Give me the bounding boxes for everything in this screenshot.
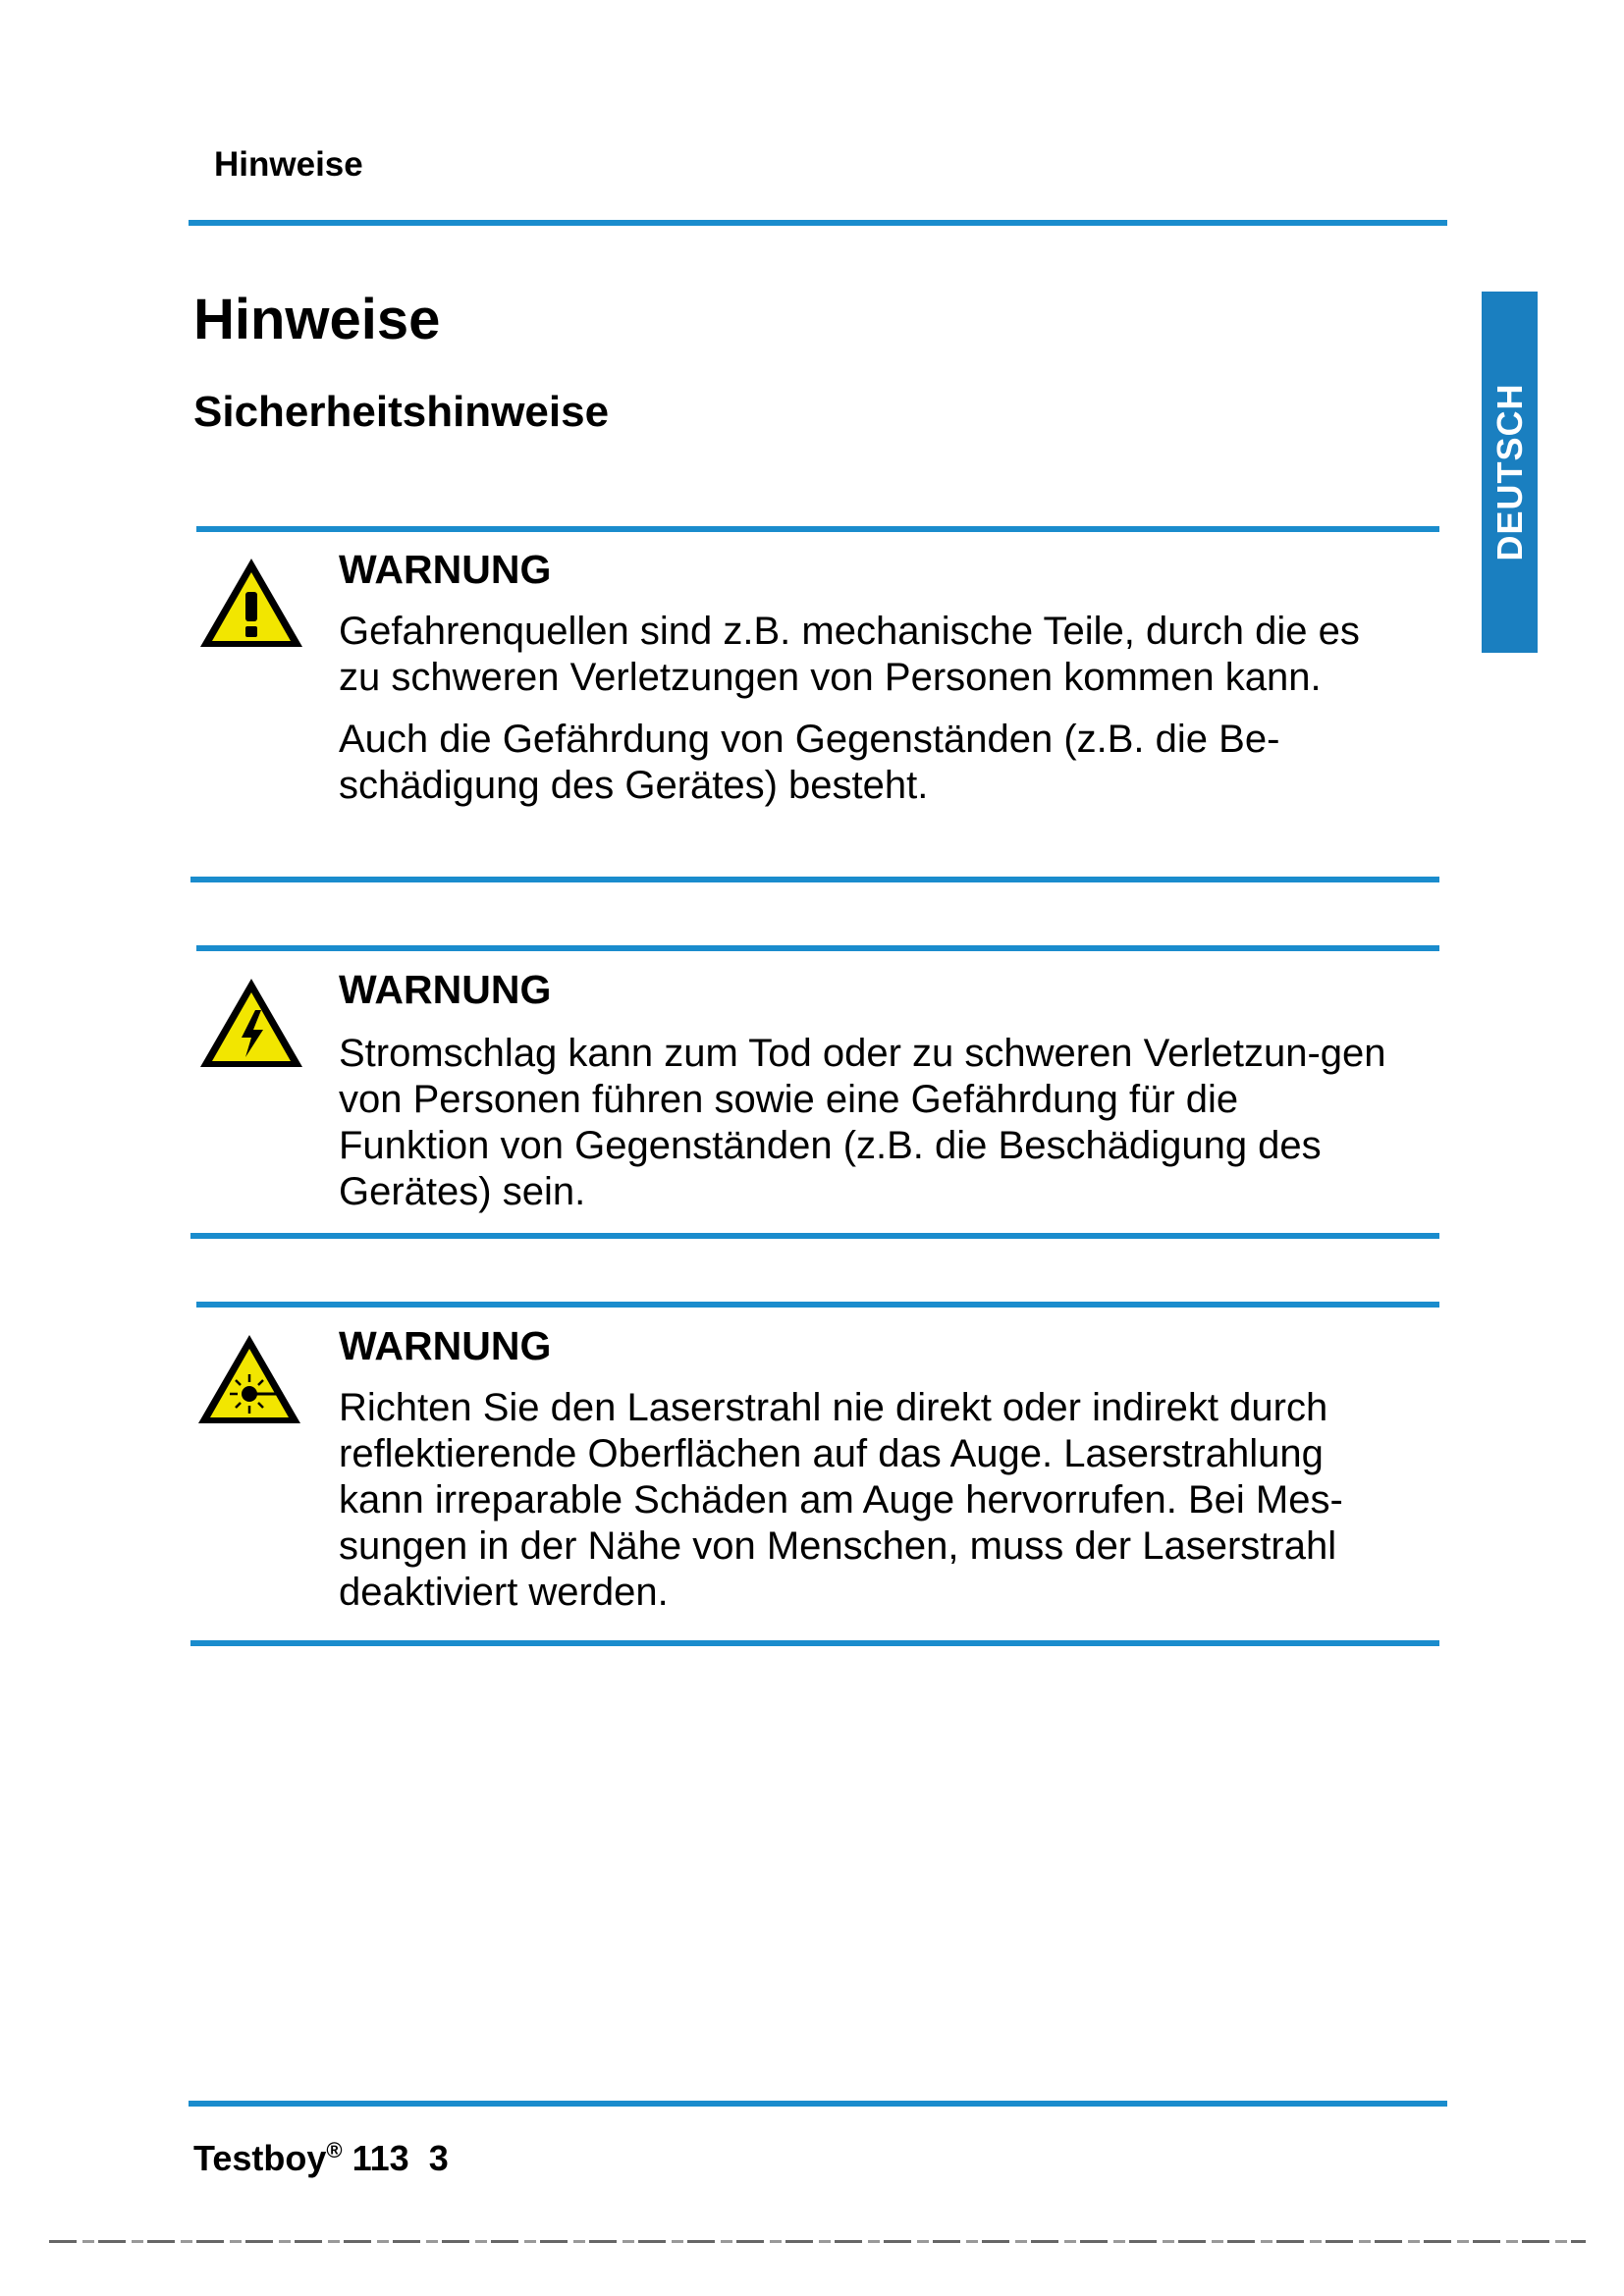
footer xyxy=(193,2138,449,2179)
warning-paragraph: Auch die Gefährdung von Gegenständen (z.B. die Be-schädigung des Gerätes) besteht. xyxy=(339,718,1280,807)
warning-paragraph: Stromschlag kann zum Tod oder zu schweren Verletzun-gen von Personen führen sowie eine Gefährdung für die Funktion von Gegenständen (z.B. die Beschädigung des Gerätes) sein. xyxy=(339,1032,1386,1213)
warning-title: WARNUNG xyxy=(339,547,552,592)
warning-paragraph: Gefahrenquellen sind z.B. mechanische Teile, durch die es zu schweren Verletzungen von Personen kommen kann. xyxy=(339,610,1360,699)
general-warning-icon xyxy=(196,555,306,651)
scan-edge-line xyxy=(49,2240,1586,2243)
page-title: Hinweise xyxy=(193,288,441,351)
registered-mark: ® xyxy=(326,2138,343,2163)
warning-top-rule xyxy=(196,526,1439,532)
warning-bottom-rule xyxy=(190,877,1439,882)
warning-top-rule xyxy=(196,1302,1439,1308)
page-number: 3 xyxy=(428,2138,449,2178)
warning-text xyxy=(339,1031,1389,1215)
warning-title: WARNUNG xyxy=(339,967,552,1012)
running-header: Hinweise xyxy=(214,145,363,184)
warning-paragraph: Richten Sie den Laserstrahl nie direkt oder indirekt durch reflektierende Oberflächen auf das Auge. Laserstrahlung kann irreparable Schäden am Auge hervorrufen. Bei Mes-sungen in der Nähe von Menschen, muss der Laserstrahl deaktiviert werden. xyxy=(339,1386,1343,1614)
warning-bottom-rule xyxy=(190,1233,1439,1239)
electric-shock-icon xyxy=(196,975,306,1071)
footer-rule xyxy=(189,2101,1447,2107)
language-tab-label: DEUTSCH xyxy=(1489,383,1530,561)
warning-title: WARNUNG xyxy=(339,1323,552,1368)
warning-text xyxy=(339,1385,1409,1616)
warning-top-rule xyxy=(196,945,1439,951)
footer-model: 113 xyxy=(352,2138,409,2178)
language-tab xyxy=(1482,292,1538,653)
header-rule xyxy=(189,220,1447,226)
section-title: Sicherheitshinweise xyxy=(193,388,610,436)
laser-warning-icon xyxy=(194,1331,304,1427)
footer-brand: Testboy xyxy=(193,2138,327,2178)
warning-bottom-rule xyxy=(190,1640,1439,1646)
warning-text xyxy=(339,609,1399,809)
